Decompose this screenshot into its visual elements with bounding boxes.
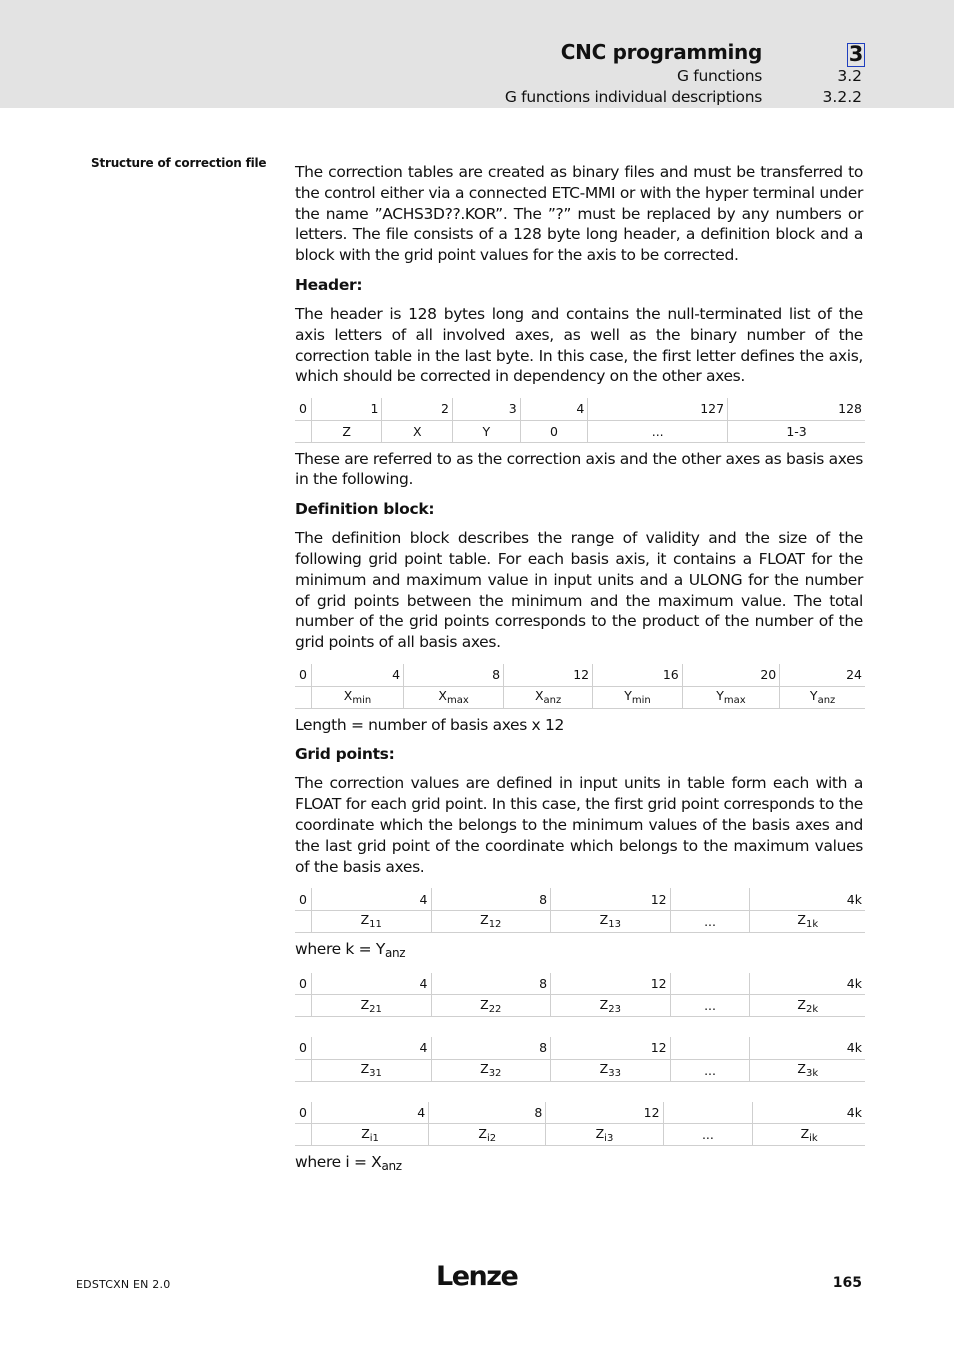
axes-note-paragraph: These are referred to as the correction axis and the other axes as basis axes in the following.: [295, 449, 863, 489]
value-cell: $X_{min}$: [311, 686, 403, 708]
offset-cell: 12: [551, 888, 671, 910]
spacer-cell: [295, 995, 311, 1017]
grid-table-row-3: [295, 1037, 865, 1082]
value-cell: $Z_{i3}$: [546, 1124, 663, 1146]
offset-cell: 2: [382, 398, 453, 420]
document-id: EDSTCXN EN 2.0: [76, 1278, 171, 1291]
value-cell: $Z_{33}$: [551, 1059, 671, 1081]
offset-cell: 4: [311, 973, 431, 995]
value-cell: $Z_{31}$: [311, 1059, 431, 1081]
offset-cell: 0: [295, 398, 311, 420]
subsection-title: G functions individual descriptions: [504, 88, 762, 106]
offset-cell: [663, 1102, 753, 1124]
offset-cell: 12: [551, 973, 671, 995]
value-cell: $X_{max}$: [404, 686, 504, 708]
value-cell: $Z_{i2}$: [429, 1124, 546, 1146]
lenze-logo: Lenze: [436, 1261, 518, 1292]
offset-cell: 16: [593, 664, 683, 686]
value-cell: $Y_{anz}$: [780, 686, 865, 708]
spacer-cell: [295, 1124, 311, 1146]
subsection-number: 3.2.2: [822, 88, 862, 106]
value-cell: $Z_{i1}$: [311, 1124, 428, 1146]
offset-cell: 12: [551, 1037, 671, 1059]
offset-cell: 4k: [753, 1102, 865, 1124]
offset-cell: 4k: [750, 888, 865, 910]
grid-heading: Grid points:: [295, 745, 395, 764]
definition-heading: Definition block:: [295, 500, 435, 519]
offset-cell: 3: [452, 398, 520, 420]
offset-cell: 1: [311, 398, 382, 420]
offset-cell: 4k: [750, 973, 865, 995]
value-cell: Y: [452, 420, 520, 442]
spacer-cell: [295, 420, 311, 442]
header-band: [0, 0, 954, 108]
value-cell: ...: [670, 1059, 750, 1081]
offset-cell: 4: [311, 664, 403, 686]
spacer-cell: [295, 910, 311, 932]
offset-cell: 4k: [750, 1037, 865, 1059]
value-cell: $X_{anz}$: [504, 686, 593, 708]
page-number: 165: [832, 1275, 862, 1291]
offset-cell: 4: [311, 888, 431, 910]
value-cell: $Z_{23}$: [551, 995, 671, 1017]
offset-cell: 128: [728, 398, 865, 420]
length-note: Length = number of basis axes x 12: [295, 715, 564, 734]
offset-cell: 8: [404, 664, 504, 686]
offset-cell: [670, 1037, 750, 1059]
section-title: G functions: [676, 67, 762, 85]
grid-table-row-2: [295, 973, 865, 1018]
where-i-note: where $i = X_{anz}$: [295, 1153, 402, 1174]
header-heading: Header:: [295, 275, 363, 294]
value-cell: $Z_{3k}$: [750, 1059, 865, 1081]
offset-cell: 8: [431, 888, 551, 910]
main-content: [295, 162, 863, 1177]
value-cell: $Z_{21}$: [311, 995, 431, 1017]
value-cell: 1-3: [728, 420, 865, 442]
spacer-cell: [295, 686, 311, 708]
chapter-number-link[interactable]: 3: [848, 42, 864, 66]
value-cell: $Z_{ik}$: [753, 1124, 865, 1146]
offset-cell: 0: [295, 973, 311, 995]
offset-cell: 20: [682, 664, 779, 686]
offset-cell: 24: [780, 664, 865, 686]
value-cell: ...: [670, 995, 750, 1017]
offset-cell: 4: [520, 398, 588, 420]
spacer-cell: [295, 1059, 311, 1081]
offset-cell: 12: [504, 664, 593, 686]
value-cell: ...: [588, 420, 728, 442]
where-k-note: where $k = Y_{anz}$: [295, 939, 406, 960]
value-cell: ...: [663, 1124, 753, 1146]
value-cell: $Y_{min}$: [593, 686, 683, 708]
offset-cell: [670, 888, 750, 910]
value-cell: $Z_{22}$: [431, 995, 551, 1017]
definition-paragraph: The definition block describes the range of validity and the size of the following grid point table. For each basis axis, it contains a FLOAT for the minimum and maximum value in input units and a ULONG for the number of grid points between the minimum and the maximum value. The total number of the grid points corresponds to the product of the number of the grid points of all basis axes.: [295, 529, 863, 652]
offset-cell: 4: [311, 1102, 428, 1124]
grid-table-row-1: [295, 888, 865, 933]
value-cell: $Y_{max}$: [682, 686, 779, 708]
grid-paragraph: The correction values are defined in input units in table form each with a FLOAT for each grid point. In this case, the first grid point corresponds to the coordinate which the belongs to the minimum values of the basis axes and the last grid point of the coordinate which belongs to the maximum values of the basis axes.: [295, 774, 863, 876]
chapter-title: CNC programming: [560, 40, 762, 64]
value-cell: $Z_{12}$: [431, 910, 551, 932]
header-paragraph: The header is 128 bytes long and contains the null-terminated list of the axis letters of all involved axes, as well as the binary number of the correction table in the last byte. In this case, the first letter defines the axis, which should be corrected in dependency on the other axes.: [295, 304, 863, 386]
value-cell: $Z_{32}$: [431, 1059, 551, 1081]
offset-cell: 4: [311, 1037, 431, 1059]
side-heading: Structure of correction file: [91, 156, 267, 170]
value-cell: ...: [670, 910, 750, 932]
value-cell: Z: [311, 420, 382, 442]
value-cell: $Z_{13}$: [551, 910, 671, 932]
offset-cell: 0: [295, 888, 311, 910]
value-cell: $Z_{2k}$: [750, 995, 865, 1017]
offset-cell: 0: [295, 664, 311, 686]
offset-cell: 0: [295, 1037, 311, 1059]
value-cell: $Z_{1k}$: [750, 910, 865, 932]
value-cell: $Z_{11}$: [311, 910, 431, 932]
offset-cell: 12: [546, 1102, 663, 1124]
offset-cell: 127: [588, 398, 728, 420]
grid-table-row-i: [295, 1102, 865, 1147]
offset-cell: [670, 973, 750, 995]
section-number: 3.2: [837, 67, 862, 85]
offset-cell: 0: [295, 1102, 311, 1124]
intro-paragraph: The correction tables are created as binary files and must be transferred to the control either via a connected ETC-MMI or with the hyper terminal under the name ”ACHS3D??.KOR”. The ”?” must be replaced by any numbers or letters. The file consists of a 128 byte long header, a definition block and a block with the grid point values for the axis to be corrected.: [295, 163, 863, 265]
header-structure-table: [295, 398, 865, 443]
offset-cell: 8: [431, 973, 551, 995]
value-cell: 0: [520, 420, 588, 442]
offset-cell: 8: [429, 1102, 546, 1124]
offset-cell: 8: [431, 1037, 551, 1059]
value-cell: X: [382, 420, 453, 442]
definition-structure-table: [295, 664, 865, 709]
